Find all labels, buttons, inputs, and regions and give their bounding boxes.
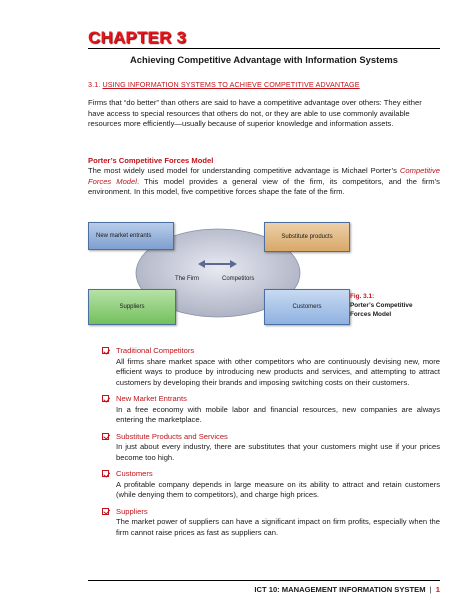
figure-title-line-1: Porter’s Competitive (350, 302, 413, 309)
force-title: Traditional Competitors (116, 346, 195, 355)
checkbox-icon (102, 433, 109, 440)
section-heading (88, 80, 360, 89)
chapter-title: Achieving Competitive Advantage with Information Systems (130, 54, 398, 65)
figure-caption (350, 292, 413, 319)
section-number: 3.1. (88, 80, 101, 89)
force-title: Substitute Products and Services (116, 431, 228, 441)
footer-separator: | (429, 585, 432, 594)
checkbox-icon (102, 347, 109, 354)
section-title: USING INFORMATION SYSTEMS TO ACHIEVE COMPETITIVE ADVANTAGE (102, 80, 360, 89)
porter-text-after: . This model provides a general view of the firm, its competitors, and the firm’s environment. In this model, five competitive forces shape the fate of the firm. (88, 176, 440, 196)
checkbox-icon (102, 508, 109, 515)
figure-number: Fig. 3.1: (350, 293, 375, 300)
porter-text-before: The most widely used model for understanding competitive advantage is Michael Porter’s (88, 166, 400, 175)
chapter-heading: CHAPTER 3 (88, 28, 187, 47)
list-item (102, 346, 440, 388)
list-item (102, 394, 440, 426)
porter-heading: Porter’s Competitive Forces Model (88, 156, 214, 165)
suppliers-box: Suppliers (88, 289, 176, 325)
the-firm-label: The Firm (175, 276, 199, 282)
page-number: 1 (435, 585, 440, 594)
checkbox-icon (102, 395, 109, 402)
porter-paragraph (88, 166, 440, 198)
force-title: New Market Entrants (116, 394, 187, 403)
force-description: The market power of suppliers can have a significant impact on firm profits, especially when the firm cannot raise prices as fast as suppliers can. (116, 517, 440, 537)
force-title: Customers (116, 469, 153, 478)
force-title: Suppliers (116, 506, 148, 516)
force-description: In a free economy with mobile labor and financial resources, new companies are always entering the marketplace. (116, 404, 440, 424)
customers-box: Customers (264, 289, 350, 325)
force-description: All firms share market space with other competitors who are continuously devising new, more efficient ways to produce by introducing new products and services, and attempting to attract customers by developing their brands and imposing switching costs on their customers. (116, 356, 440, 387)
force-description: A profitable company depends in large measure on its ability to attract and retain customers (while denying them to competitors), and charge high prices. (116, 479, 440, 499)
competitors-label: Competitors (222, 276, 255, 282)
heading-divider (88, 48, 440, 49)
footer-course: ICT 10: MANAGEMENT INFORMATION SYSTEM (254, 585, 426, 594)
competitive-forces-list (102, 346, 440, 544)
page-footer (254, 585, 440, 594)
list-item (102, 507, 440, 539)
force-description: In just about every industry, there are substitutes that your customers might use if your prices become too high. (116, 442, 440, 462)
list-item (102, 469, 440, 501)
porter-diagram (88, 214, 440, 338)
footer-divider (88, 580, 440, 581)
substitute-products-box: Substitute products (264, 222, 350, 252)
new-market-entrants-box: New market entrants (88, 222, 174, 250)
list-item (102, 432, 440, 464)
checkbox-icon (102, 470, 109, 477)
porter-model-name: Competitive Forces Model (88, 166, 440, 186)
intro-paragraph: Firms that “do better” than others are said to have a competitive advantage over others: They either have access to special resources that others do not, or they are able to use commonly available resources more efficiently—usually because of superior knowledge and information assets. (88, 98, 422, 128)
figure-title-line-2: Forces Model (350, 311, 392, 318)
